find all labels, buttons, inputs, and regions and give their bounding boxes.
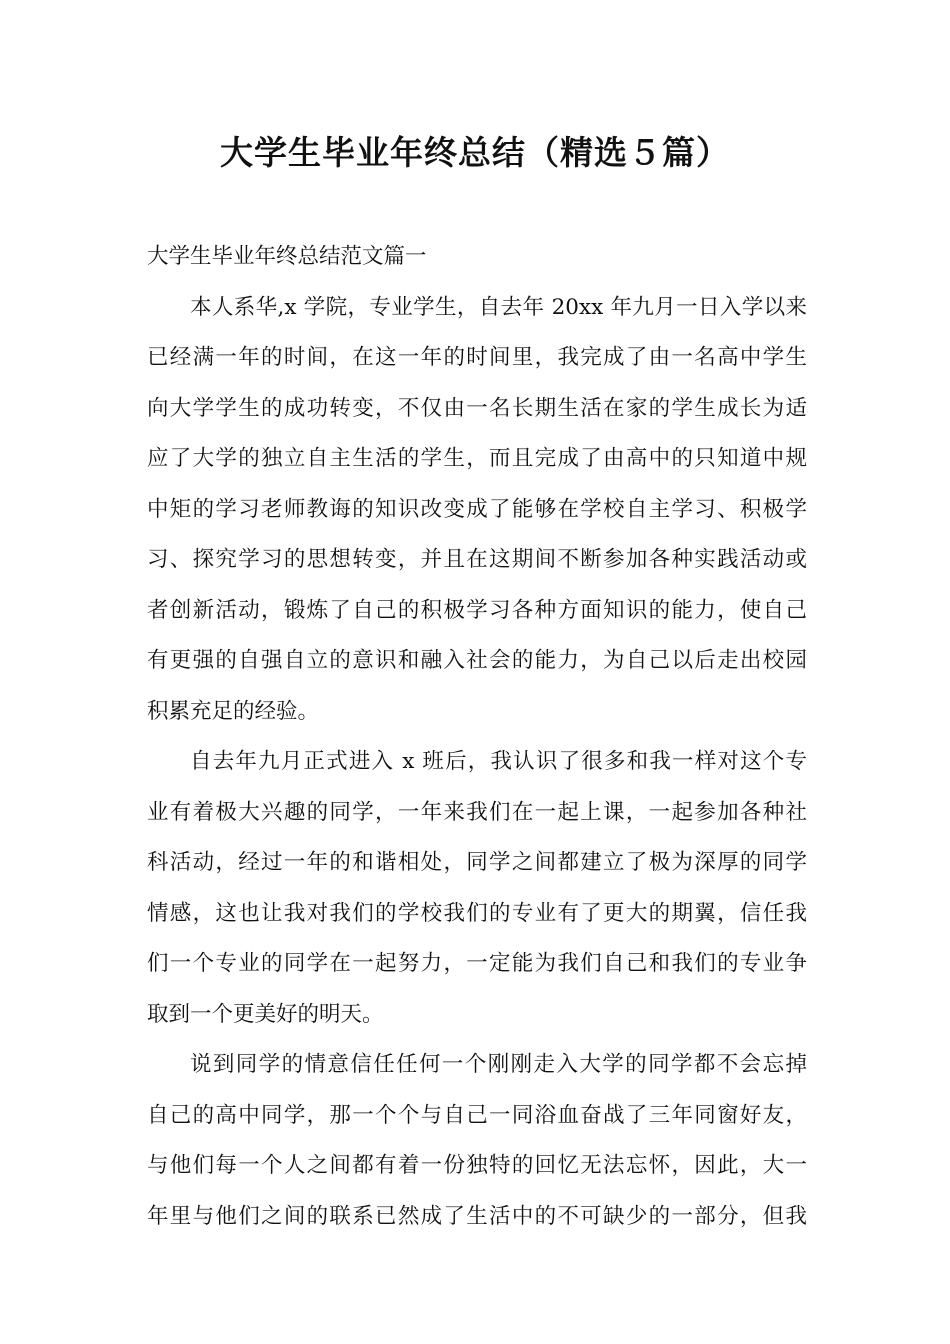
document-title: 大学生毕业年终总结（精选５篇） [220, 133, 730, 172]
paragraph-line: 业有着极大兴趣的同学，一年来我们在一起上课，一起参加各种社 [147, 799, 807, 825]
paragraph-line: 年里与他们之间的联系已然成了生活中的不可缺少的一部分，但我 [147, 1203, 807, 1229]
document-body [147, 232, 807, 1242]
paragraph-line: 已经满一年的时间，在这一年的时间里，我完成了由一名高中学生 [147, 345, 807, 370]
section-heading: 大学生毕业年终总结范文篇一 [147, 244, 427, 269]
paragraph-1 [147, 283, 807, 738]
paragraph-line: 与他们每一个人之间都有着一份独特的回忆无法忘怀，因此，大一 [147, 1153, 807, 1178]
paragraph-line: 自己的高中同学，那一个个与自己一同浴血奋战了三年同窗好友， [147, 1102, 807, 1128]
paragraph-line: 们一个专业的同学在一起努力，一定能为我们自己和我们的专业争 [147, 951, 807, 976]
paragraph-line: 应了大学的独立自主生活的学生，而且完成了由高中的只知道中规 [147, 446, 807, 471]
paragraph-line: 中矩的学习老师教诲的知识改变成了能够在学校自主学习、积极学 [147, 496, 807, 522]
paragraph-2 [147, 737, 807, 1040]
paragraph-line: 自去年九月正式进入 x 班后，我认识了很多和我一样对这个专 [190, 749, 807, 774]
paragraph-line: 者创新活动，锻炼了自己的积极学习各种方面知识的能力，使自己 [147, 597, 807, 623]
paragraph-line: 向大学学生的成功转变，不仅由一名长期生活在家的学生成长为适 [147, 395, 807, 421]
paragraph-line: 本人系华,x 学院，专业学生，自去年 20xx 年九月一日入学以来 [190, 294, 807, 320]
paragraph-line: 说到同学的情意信任任何一个刚刚走入大学的同学都不会忘掉 [190, 1052, 807, 1077]
paragraph-line: 取到一个更美好的明天。 [147, 1001, 384, 1027]
paragraph-line: 习、探究学习的思想转变，并且在这期间不断参加各种实践活动或 [147, 547, 807, 572]
paragraph-line: 积累充足的经验。 [147, 698, 320, 724]
paragraph-line: 科活动，经过一年的和谐相处，同学之间都建立了极为深厚的同学 [147, 850, 807, 875]
paragraph-line: 情感，这也让我对我们的学校我们的专业有了更大的期翼，信任我 [147, 900, 807, 926]
paragraph-line: 有更强的自强自立的意识和融入社会的能力，为自己以后走出校园 [147, 648, 807, 673]
paragraph-3 [147, 1040, 807, 1242]
